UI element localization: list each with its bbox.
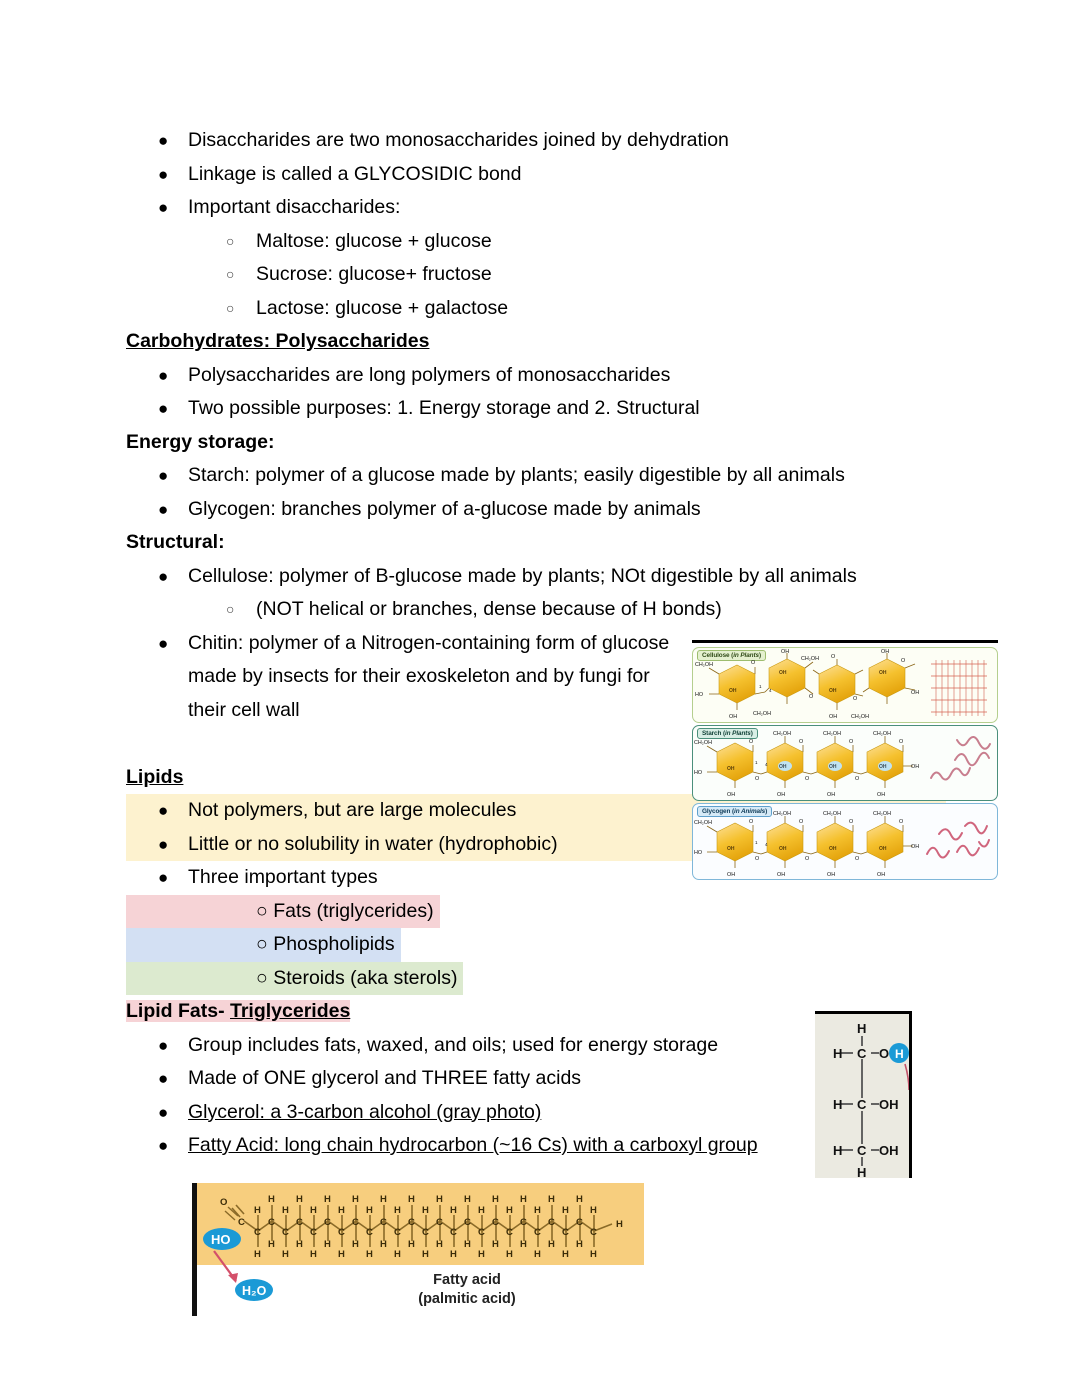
svg-text:OH: OH [779,670,787,676]
svg-text:HO: HO [694,850,703,856]
svg-text:O: O [855,856,860,862]
glycogen-panel [692,803,998,880]
svg-text:H: H [408,1194,415,1205]
svg-text:OH: OH [729,714,738,720]
list-item-text: Linkage is called a GLYCOSIDIC bond [188,162,522,185]
svg-text:HO: HO [695,692,704,698]
list-item-text: Steroids (aka sterols) [273,966,458,989]
svg-text:C: C [857,1046,867,1061]
svg-text:C: C [562,1227,569,1238]
list-item [126,459,946,493]
svg-text:O: O [749,739,754,745]
starch-diagram [693,726,998,801]
svg-text:HO: HO [211,1232,231,1247]
bullet-marker: ● [158,868,169,887]
list-item [126,560,946,594]
svg-text:H: H [450,1249,457,1260]
svg-text:H: H [590,1205,597,1216]
highlighted-item-phospholipids [126,928,401,962]
svg-text:H: H [520,1194,527,1205]
svg-text:H: H [352,1239,359,1250]
bullet-marker: ● [158,399,169,418]
highlighted-item-fats [126,895,440,929]
svg-text:OH: OH [829,846,837,852]
svg-text:C: C [478,1227,485,1238]
svg-text:OH: OH [779,846,787,852]
svg-text:H: H [366,1205,373,1216]
list-item [126,593,946,627]
list-item [126,928,946,962]
svg-text:OH: OH [877,792,886,798]
svg-text:OH: OH [781,649,790,655]
svg-text:H: H [562,1205,569,1216]
svg-text:H: H [324,1194,331,1205]
svg-text:H: H [520,1239,527,1250]
list-item [126,191,946,225]
svg-text:O: O [755,776,760,782]
svg-text:OH: OH [779,764,787,770]
svg-text:H: H [492,1194,499,1205]
bullet-marker: ○ [256,899,268,922]
svg-text:H: H [616,1219,623,1230]
svg-text:CH₂OH: CH₂OH [851,714,869,720]
svg-text:H: H [450,1205,457,1216]
bullet-marker: ● [158,1102,169,1122]
svg-text:C: C [352,1217,359,1228]
bullet-marker: ● [158,1069,169,1088]
svg-text:OH: OH [727,766,735,772]
list-item-text: Three important types [188,866,378,888]
svg-text:C: C [422,1227,429,1238]
svg-text:C: C [450,1227,457,1238]
svg-text:C: C [238,1217,245,1228]
list-item-text: Maltose: glucose + glucose [256,229,492,252]
svg-text:H: H [338,1205,345,1216]
svg-text:O: O [855,776,860,782]
svg-text:O: O [749,819,754,825]
svg-text:C: C [548,1217,555,1228]
list-item [126,392,946,426]
svg-text:H: H [282,1205,289,1216]
list-item [126,292,946,326]
svg-text:O: O [849,739,854,745]
bullet-marker: ● [158,499,169,519]
svg-text:C: C [268,1217,275,1228]
svg-text:H: H [436,1194,443,1205]
list-item-text: Chitin: polymer of a Nitrogen-containing form of glucose [188,631,670,654]
heading-text: Carbohydrates: Polysaccharides [126,330,430,352]
glycerol-structure-photo [815,1011,912,1178]
cellulose-panel-label: Cellulose (in Plants) [697,650,766,661]
svg-text:H: H [534,1249,541,1260]
svg-text:CH₂OH: CH₂OH [873,811,891,817]
svg-text:H: H [478,1249,485,1260]
svg-text:H: H [506,1249,513,1260]
starch-panel-label: Starch (in Plants) [697,728,758,739]
svg-text:H: H [857,1021,867,1036]
svg-text:O: O [755,856,760,862]
list-item-text: Important disaccharides: [188,196,401,218]
bullet-marker: ● [158,633,169,653]
glycogen-panel-label: Glycogen (in Animals) [697,806,772,817]
svg-text:CH₂OH: CH₂OH [823,811,841,817]
svg-text:OH: OH [727,792,736,798]
svg-text:H: H [548,1239,555,1250]
svg-text:CH₂OH: CH₂OH [773,811,791,817]
svg-text:OH: OH [777,872,786,878]
svg-text:H: H [268,1239,275,1250]
svg-text:CH₂OH: CH₂OH [801,656,819,662]
list-item-text: Phospholipids [273,933,395,955]
svg-text:O: O [220,1197,228,1208]
bullet-marker: ○ [256,933,268,955]
svg-text:OH: OH [879,1143,899,1158]
fatty-acid-structure-photo [192,1183,644,1316]
svg-text:OH: OH [879,846,887,852]
svg-text:OH: OH [827,872,836,878]
svg-text:O: O [899,739,904,745]
list-item-text: Group includes fats, waxed, and oils; used for energy storage [188,1033,719,1056]
list-item-text: Little or no solubility in water (hydrophobic) [188,832,558,855]
svg-text:H: H [590,1249,597,1260]
svg-text:H: H [394,1249,401,1260]
svg-text:H: H [324,1239,331,1250]
svg-text:C: C [492,1217,499,1228]
list-item-text: Two possible purposes: 1. Energy storage and 2. Structural [188,397,700,419]
cellulose-diagram [693,648,998,723]
glycerol-diagram [815,1014,909,1178]
svg-text:CH₂OH: CH₂OH [694,820,712,826]
svg-text:C: C [380,1217,387,1228]
svg-text:O: O [799,739,804,745]
svg-text:H: H [380,1194,387,1205]
svg-text:C: C [408,1217,415,1228]
svg-text:H: H [562,1249,569,1260]
svg-text:C: C [590,1227,597,1238]
svg-text:H: H [464,1239,471,1250]
svg-text:4: 4 [769,688,772,693]
svg-text:C: C [394,1227,401,1238]
list-item [126,124,946,158]
svg-text:H: H [833,1046,843,1061]
svg-text:H: H [857,1165,867,1178]
svg-text:H: H [422,1249,429,1260]
svg-text:C: C [338,1227,345,1238]
bullet-marker: ● [158,801,169,820]
svg-text:OH: OH [877,872,886,878]
starch-panel [692,725,998,801]
svg-text:H: H [833,1143,843,1158]
bullet-marker: ● [158,566,169,586]
bullet-marker: ○ [226,232,235,249]
svg-text:H: H [833,1097,843,1112]
svg-text:CH₂OH: CH₂OH [695,662,713,668]
list-item-text: their cell wall [188,698,300,721]
svg-text:4: 4 [765,842,768,847]
figure-top-rule [692,640,998,643]
svg-text:1: 1 [759,684,762,689]
svg-text:H: H [576,1194,583,1205]
list-item-text: Made of ONE glycerol and THREE fatty acids [188,1067,582,1089]
cellulose-panel [692,647,998,723]
svg-text:CH₂OH: CH₂OH [753,711,771,717]
svg-text:OH: OH [911,690,920,696]
svg-text:C: C [464,1217,471,1228]
bullet-marker: ● [158,164,169,184]
svg-text:C: C [296,1217,303,1228]
svg-text:OH: OH [829,714,838,720]
list-item-text: Starch: polymer of a glucose made by plants; easily digestible by all animals [188,464,845,486]
svg-text:H: H [534,1205,541,1216]
list-item-text: Cellulose: polymer of B-glucose made by plants; NOt digestible by all animals [188,564,857,587]
list-item-text: made by insects for their exoskeleton and by fungi for [188,665,650,687]
svg-text:H: H [296,1239,303,1250]
svg-text:OH: OH [911,764,920,770]
bullet-marker: ● [158,131,169,150]
svg-text:H: H [282,1249,289,1260]
svg-text:H: H [352,1194,359,1205]
list-item [126,158,946,192]
svg-text:O: O [809,694,814,700]
svg-text:O: O [805,776,810,782]
heading-text: Energy storage: [126,430,275,453]
svg-text:HO: HO [694,770,703,776]
section-heading-polysaccharides [126,325,946,359]
svg-text:H: H [492,1239,499,1250]
list-item [126,493,946,527]
svg-text:OH: OH [879,670,887,676]
list-item [126,895,946,929]
svg-text:OH: OH [777,792,786,798]
svg-text:OH: OH [729,688,737,694]
svg-text:CH₂OH: CH₂OH [873,731,891,737]
svg-text:H: H [436,1239,443,1250]
svg-text:OH: OH [879,1097,899,1112]
list-item [126,359,946,393]
bullet-marker: ● [158,1136,169,1155]
svg-text:H: H [296,1194,303,1205]
svg-text:OH: OH [827,792,836,798]
svg-text:OH: OH [829,688,837,694]
svg-text:CH₂OH: CH₂OH [773,731,791,737]
list-item-text: Not polymers, but are large molecules [188,799,517,821]
svg-text:H: H [464,1194,471,1205]
svg-text:H: H [576,1239,583,1250]
section-heading-energy-storage [126,426,946,460]
heading-highlight [126,1000,350,1022]
list-item [126,225,946,259]
svg-text:C: C [857,1143,867,1158]
svg-text:C: C [436,1217,443,1228]
svg-text:OH: OH [727,872,736,878]
svg-text:C: C [310,1227,317,1238]
svg-text:O: O [899,819,904,825]
heading-text: Structural: [126,531,225,553]
svg-text:OH: OH [879,764,887,770]
svg-text:H: H [310,1249,317,1260]
svg-text:O: O [849,819,854,825]
list-item-text: Sucrose: glucose+ fructose [256,263,492,285]
svg-text:H: H [394,1205,401,1216]
svg-text:C: C [324,1217,331,1228]
svg-text:C: C [506,1227,513,1238]
heading-text-underline: Triglycerides [230,1000,351,1022]
bullet-marker: ○ [226,601,235,617]
svg-text:C: C [857,1097,867,1112]
svg-text:OH: OH [829,764,837,770]
svg-text:OH: OH [881,649,890,655]
list-item-text: Glycogen: branches polymer of a-glucose made by animals [188,497,701,520]
heading-text: Lipids [126,765,184,788]
svg-text:H: H [254,1205,261,1216]
svg-text:H: H [380,1239,387,1250]
heading-text-plain: Lipid Fats- [126,1000,230,1022]
svg-text:O: O [853,696,858,702]
svg-text:4: 4 [765,762,768,767]
svg-text:H: H [506,1205,513,1216]
svg-text:C: C [366,1227,373,1238]
svg-text:H: H [310,1205,317,1216]
svg-text:O: O [901,658,906,664]
svg-text:CH₂OH: CH₂OH [694,740,712,746]
svg-text:C: C [254,1227,261,1238]
svg-text:C: C [576,1217,583,1228]
svg-text:O: O [805,856,810,862]
svg-text:H: H [478,1205,485,1216]
svg-text:H: H [338,1249,345,1260]
bullet-marker: ○ [226,299,235,316]
bullet-marker: ○ [226,266,235,282]
svg-text:C: C [282,1227,289,1238]
fatty-acid-caption [342,1271,592,1309]
svg-text:1: 1 [755,840,758,845]
bullet-marker: ● [158,466,169,485]
svg-text:H: H [895,1047,904,1061]
caption-line-1: Fatty acid [433,1272,501,1288]
bullet-marker: ● [158,1035,169,1055]
svg-text:H: H [268,1194,275,1205]
list-item-text: Polysaccharides are long polymers of monosaccharides [188,363,671,386]
svg-text:H: H [548,1194,555,1205]
list-item-text: Fatty Acid: long chain hydrocarbon (~16 Cs) with a carboxyl group [188,1134,758,1156]
svg-text:C: C [520,1217,527,1228]
glycogen-diagram [693,804,998,880]
list-item-text: (NOT helical or branches, dense because of H bonds) [256,598,722,620]
list-item-text: Disaccharides are two monosaccharides joined by dehydration [188,129,729,151]
caption-line-2: (palmitic acid) [418,1291,516,1307]
svg-text:H₂O: H₂O [242,1284,267,1298]
svg-text:1: 1 [755,760,758,765]
polysaccharide-structures-figure [692,640,998,880]
svg-text:H: H [366,1249,373,1260]
svg-text:O: O [831,654,836,660]
list-item [126,258,946,292]
svg-text:CH₂OH: CH₂OH [823,731,841,737]
bullet-marker: ● [158,365,169,385]
list-item [126,962,946,996]
bullet-marker: ● [158,834,169,854]
svg-text:O: O [751,660,756,666]
bullet-marker: ● [158,198,169,217]
svg-text:H: H [254,1249,261,1260]
svg-text:H: H [408,1239,415,1250]
list-item-text: Lactose: glucose + galactose [256,296,509,319]
svg-text:C: C [534,1227,541,1238]
svg-text:O: O [799,819,804,825]
list-item-text: Glycerol: a 3-carbon alcohol (gray photo) [188,1100,542,1123]
svg-text:H: H [422,1205,429,1216]
bullet-marker: ○ [256,966,268,989]
svg-text:OH: OH [911,844,920,850]
highlighted-item-steroids [126,962,463,996]
section-heading-structural [126,526,946,560]
svg-text:O: O [879,1046,890,1061]
list-item-text: Fats (triglycerides) [273,899,434,922]
svg-text:OH: OH [727,846,735,852]
